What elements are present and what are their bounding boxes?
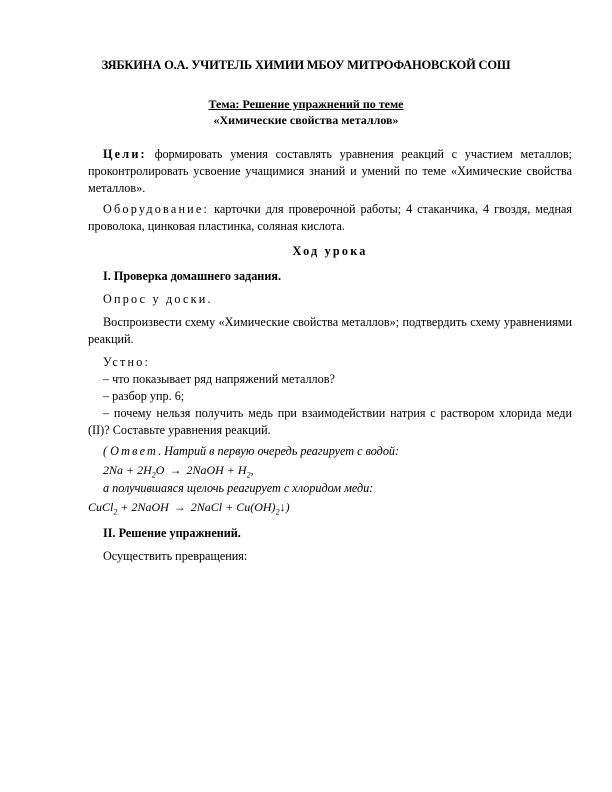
eq1-right-end: , — [250, 463, 254, 477]
equipment-text: карточки для проверочной работы; 4 стаканчика, 4 гвоздя, медная проволока, цинковая пластинка, соляная кислота. — [88, 202, 573, 233]
section2-task: Осуществить превращения: — [103, 549, 248, 563]
question-3: – почему нельзя получить медь при взаимодействии натрия с раствором хлорида меди (II)? Составьте уравнения реакций. — [88, 406, 572, 437]
eq1-left: 2Na + 2H — [103, 463, 152, 477]
goals-paragraph — [88, 146, 572, 197]
survey-label: Опрос у доски. — [103, 292, 213, 306]
eq2-left-sub: 2 — [113, 507, 118, 517]
section2-title: II. Решение упражнений. — [103, 526, 241, 540]
answer-text: . Натрий в первую очередь реагирует с водой: — [158, 444, 400, 458]
eq2-right-sub: 2 — [275, 507, 280, 517]
equipment-paragraph — [88, 201, 572, 235]
eq1-right-sub: 2 — [246, 470, 251, 480]
reaction-arrow-icon: → — [173, 500, 186, 514]
topic-line-1: Тема: Решение упражнений по теме — [208, 97, 404, 111]
oral-label: Устно: — [103, 355, 151, 369]
eq1-right: 2NaOH + H — [186, 463, 247, 477]
equation-2 — [88, 497, 572, 517]
lesson-topic — [0, 96, 612, 128]
document-body — [88, 146, 572, 565]
equipment-label: Оборудование: — [103, 202, 210, 216]
answer-intro — [88, 443, 572, 460]
section1-title: I. Проверка домашнего задания. — [103, 269, 281, 283]
question-2: – разбор упр. 6; — [103, 389, 185, 403]
eq1-left-sub: 2 — [151, 470, 156, 480]
answer-label: Ответ — [110, 444, 159, 458]
eq1-left-end: O — [155, 463, 165, 477]
author-header: ЗЯБКИНА О.А. УЧИТЕЛЬ ХИМИИ МБОУ МИТРОФАНОВСКОЙ СОШ — [101, 58, 511, 72]
topic-line-2: «Химические свойства металлов» — [213, 113, 399, 127]
eq2-right-end: ↓) — [279, 500, 290, 514]
alkali-text: а получившаяся щелочь реагирует с хлоридом меди: — [103, 481, 374, 495]
answer-paren: ( — [103, 444, 108, 458]
survey-text: Воспроизвести схему «Химические свойства металлов»; подтвердить схему уравнениями реакций. — [88, 315, 572, 346]
reaction-arrow-icon: → — [169, 463, 182, 477]
goals-text: формировать умения составлять уравнения реакций с участием металлов; проконтролировать усвоение учащимися знаний и умений по теме «Химические свойства металлов». — [88, 147, 573, 195]
goals-label: Цели: — [103, 147, 147, 161]
question-1: – что показывает ряд напряжений металлов? — [103, 372, 335, 386]
lesson-heading: Ход урока — [292, 244, 368, 258]
eq2-left-end: + 2NaOH — [117, 500, 169, 514]
eq2-left: CuCl — [88, 500, 114, 514]
eq2-right: 2NaCl + Cu(OH) — [190, 500, 276, 514]
equation-1 — [88, 460, 572, 480]
